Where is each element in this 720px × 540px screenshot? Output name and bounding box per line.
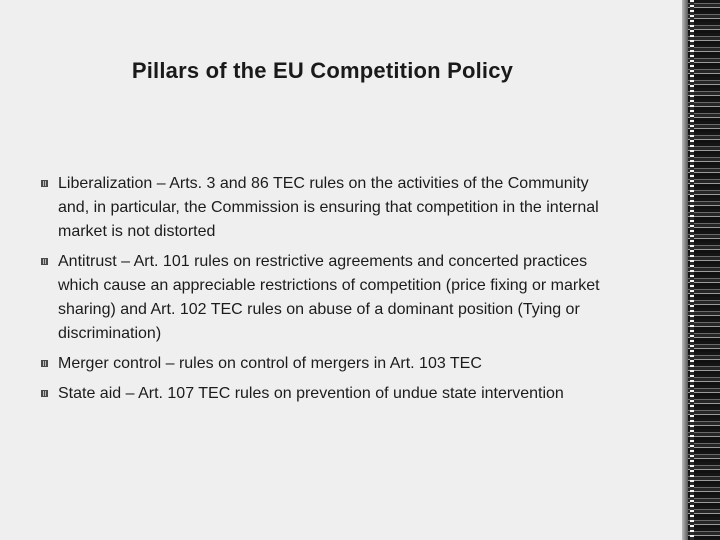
slide-title: Pillars of the EU Competition Policy: [131, 58, 514, 83]
bullet-text: State aid – Art. 107 TEC rules on prevention of undue state intervention: [58, 385, 564, 402]
bullet-item-antitrust: [41, 250, 611, 346]
square-bullet-icon: [41, 258, 48, 265]
bullet-text: Liberalization – Arts. 3 and 86 TEC rules on the activities of the Community and, in particular, the Commission is ensuring that competition in the internal market is not distorted: [58, 175, 599, 240]
bullet-item-state-aid: [41, 382, 611, 406]
bullet-item-liberalization: [41, 172, 611, 244]
bullet-list: [41, 172, 611, 412]
bullet-text: Antitrust – Art. 101 rules on restrictive agreements and concerted practices which cause an appreciable restrictions of competition (price fixing or market sharing) and Art. 102 TEC rules on abuse of a dominant position (Tying or discrimination): [58, 253, 600, 342]
decorative-edge-strip: [682, 0, 720, 540]
square-bullet-icon: [41, 390, 48, 397]
bullet-item-merger-control: [41, 352, 611, 376]
square-bullet-icon: [41, 180, 48, 187]
bullet-text: Merger control – rules on control of mergers in Art. 103 TEC: [58, 355, 482, 372]
square-bullet-icon: [41, 360, 48, 367]
